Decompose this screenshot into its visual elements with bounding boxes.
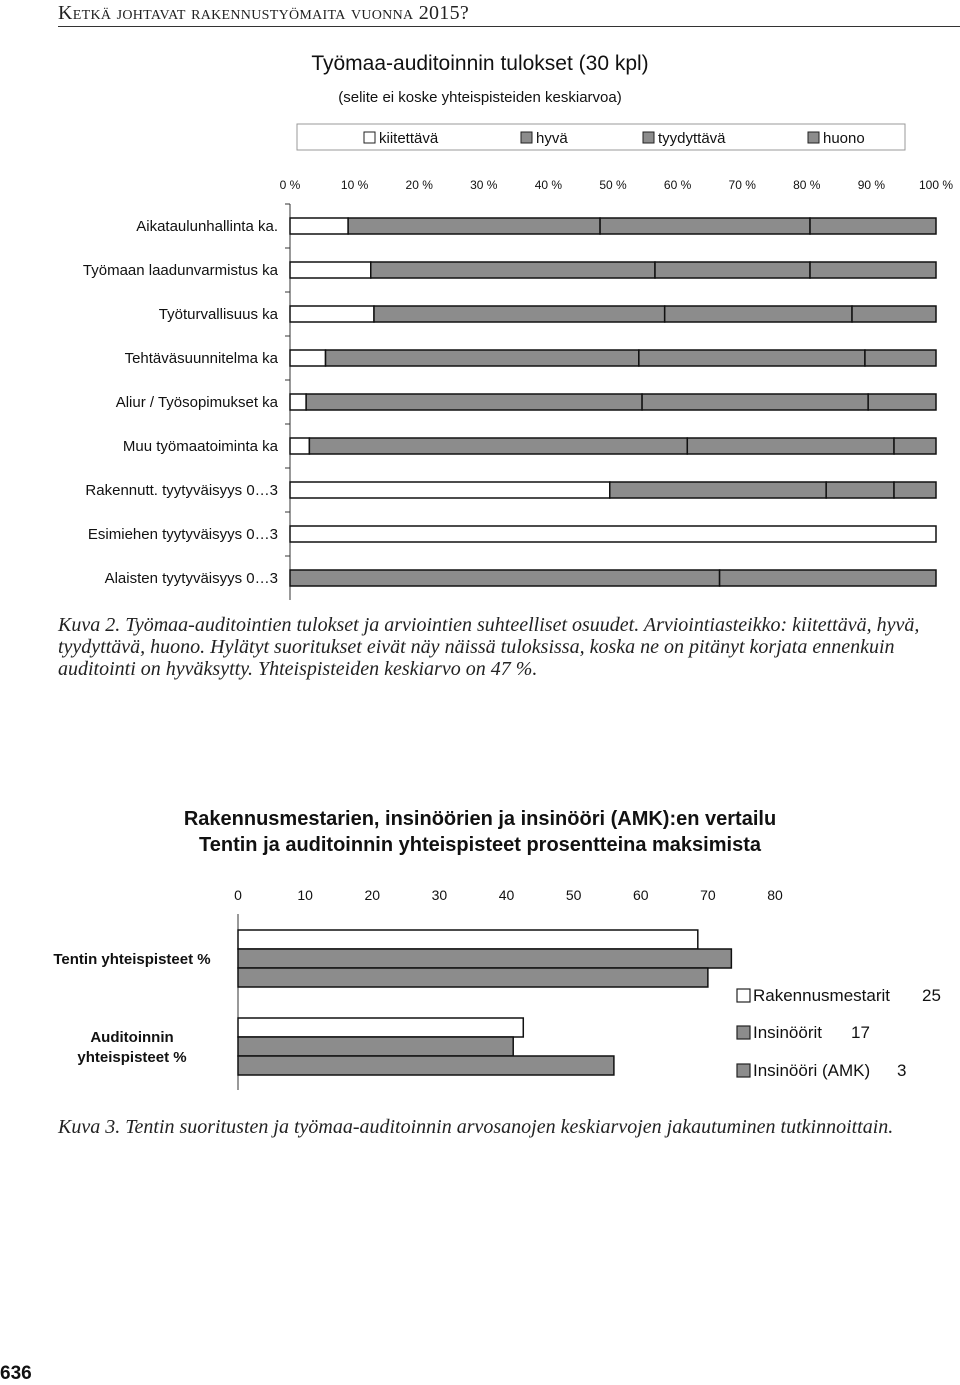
tick-label-7: 70 xyxy=(700,887,716,903)
bar-segment-8-1 xyxy=(290,570,720,586)
category-label-1-0: Auditoinnin xyxy=(90,1029,174,1046)
bar-0-2 xyxy=(238,968,708,987)
tick-label-5: 50 xyxy=(565,887,582,903)
tick-label-0: 0 % xyxy=(279,178,301,192)
tick-label-8: 80 % xyxy=(793,178,821,192)
category-label-5: Muu työmaatoiminta ka xyxy=(122,438,278,455)
legend-swatch-3 xyxy=(808,132,819,143)
tick-label-3: 30 xyxy=(431,887,448,903)
bar-segment-6-0 xyxy=(290,482,610,498)
category-label-0-0: Tentin yhteispisteet % xyxy=(53,951,211,968)
bar-segment-7-0 xyxy=(290,526,936,542)
legend-count-0: 25 xyxy=(922,986,941,1005)
running-header: Ketkä johtavat rakennustyömaita vuonna 2015? xyxy=(58,2,470,24)
tick-label-2: 20 xyxy=(364,887,381,903)
figure2-subtitle: (selite ei koske yhteispisteiden keskiarvoa) xyxy=(338,89,622,106)
category-label-7: Esimiehen tyytyväisyys 0…3 xyxy=(87,526,278,543)
legend-swatch-2 xyxy=(737,1064,750,1077)
bar-segment-6-2 xyxy=(826,482,894,498)
bar-segment-1-0 xyxy=(290,262,371,278)
legend-swatch-2 xyxy=(643,132,654,143)
comparison-chart xyxy=(0,870,960,1110)
tick-label-0: 0 xyxy=(234,887,242,903)
bar-segment-1-2 xyxy=(655,262,810,278)
bar-segment-6-3 xyxy=(894,482,936,498)
bar-segment-4-3 xyxy=(868,394,936,410)
legend-label-1: hyvä xyxy=(536,130,568,147)
bar-segment-1-1 xyxy=(371,262,655,278)
audit-results-chart xyxy=(0,110,960,700)
figure3-title-line2: Tentin ja auditoinnin yhteispisteet prosentteina maksimista xyxy=(199,834,761,856)
legend-swatch-1 xyxy=(737,1026,750,1039)
bar-segment-1-3 xyxy=(810,262,936,278)
bar-segment-0-1 xyxy=(348,218,600,234)
figure2-caption: Kuva 2. Työmaa-auditointien tulokset ja arviointien suhteelliset osuudet. Arviointiasteikko: kiitettävä, hyvä, tyydyttävä, huono. Hylätyt suoritukset eivät näy näissä tuloksissa, koska ne on pitänyt korjata ennenkuin auditointi on hyväksytty. Yhteispisteiden keskiarvo on 47 %. xyxy=(58,614,920,680)
legend-label-0: kiitettävä xyxy=(379,130,439,147)
bar-segment-3-1 xyxy=(326,350,639,366)
figure3-title-line1: Rakennusmestarien, insinöörien ja insinööri (AMK):en vertailu xyxy=(183,808,777,830)
legend-label-1: Insinöörit xyxy=(753,1023,822,1042)
tick-label-2: 20 % xyxy=(405,178,433,192)
bar-segment-5-1 xyxy=(309,438,687,454)
category-label-4: Aliur / Työsopimukset ka xyxy=(115,394,278,411)
tick-label-3: 30 % xyxy=(470,178,498,192)
category-label-6: Rakennutt. tyytyväisyys 0…3 xyxy=(85,482,278,499)
bar-segment-3-3 xyxy=(865,350,936,366)
bar-segment-3-0 xyxy=(290,350,326,366)
bar-1-2 xyxy=(238,1056,614,1075)
bar-segment-4-2 xyxy=(642,394,868,410)
tick-label-1: 10 xyxy=(297,887,313,903)
legend-label-2: Insinööri (AMK) xyxy=(753,1061,871,1080)
bar-segment-0-0 xyxy=(290,218,348,234)
figure2-title: Työmaa-auditoinnin tulokset (30 kpl) xyxy=(311,52,649,75)
category-label-8: Alaisten tyytyväisyys 0…3 xyxy=(104,570,278,587)
tick-label-9: 90 % xyxy=(857,178,886,192)
bar-segment-8-2 xyxy=(720,570,936,586)
page-number: 636 xyxy=(0,1363,32,1384)
bar-1-1 xyxy=(238,1037,513,1056)
header-rule xyxy=(58,26,960,27)
tick-label-6: 60 xyxy=(632,887,649,903)
bar-segment-4-0 xyxy=(290,394,306,410)
legend-label-2: tyydyttävä xyxy=(658,130,726,147)
legend-swatch-1 xyxy=(521,132,532,143)
legend-label-0: Rakennusmestarit xyxy=(753,986,891,1005)
tick-label-1: 10 % xyxy=(340,178,369,192)
bar-1-0 xyxy=(238,1018,523,1037)
bar-segment-4-1 xyxy=(306,394,642,410)
category-label-0: Aikataulunhallinta ka. xyxy=(136,218,278,235)
tick-label-10: 100 % xyxy=(918,178,954,192)
bar-segment-2-2 xyxy=(665,306,852,322)
legend-count-1: 17 xyxy=(851,1023,870,1042)
legend-count-2: 3 xyxy=(897,1061,907,1080)
bar-segment-5-0 xyxy=(290,438,309,454)
legend-swatch-0 xyxy=(364,132,375,143)
bar-segment-0-2 xyxy=(600,218,810,234)
tick-label-7: 70 % xyxy=(728,178,756,192)
category-label-1-1: yhteispisteet % xyxy=(77,1049,187,1066)
category-label-1: Työmaan laadunvarmistus ka xyxy=(82,262,278,279)
bar-segment-6-1 xyxy=(610,482,826,498)
bar-segment-3-2 xyxy=(639,350,865,366)
legend-label-3: huono xyxy=(823,130,865,147)
tick-label-5: 50 % xyxy=(599,178,627,192)
bar-segment-0-3 xyxy=(810,218,936,234)
bar-0-0 xyxy=(238,930,698,949)
bar-segment-5-3 xyxy=(894,438,936,454)
bar-segment-2-1 xyxy=(374,306,665,322)
tick-label-4: 40 % xyxy=(534,178,563,192)
tick-label-8: 80 xyxy=(767,887,783,903)
bar-segment-5-2 xyxy=(687,438,894,454)
bar-segment-2-3 xyxy=(852,306,936,322)
category-label-2: Työturvallisuus ka xyxy=(158,306,278,323)
bar-0-1 xyxy=(238,949,731,968)
legend-swatch-0 xyxy=(737,989,750,1002)
bar-segment-2-0 xyxy=(290,306,374,322)
figure3-caption: Kuva 3. Tentin suoritusten ja työmaa-auditoinnin arvosanojen keskiarvojen jakautuminen tutkinnoittain. xyxy=(58,1116,894,1138)
tick-label-4: 40 xyxy=(498,887,515,903)
category-label-3: Tehtäväsuunnitelma ka xyxy=(124,350,278,367)
tick-label-6: 60 % xyxy=(663,178,692,192)
